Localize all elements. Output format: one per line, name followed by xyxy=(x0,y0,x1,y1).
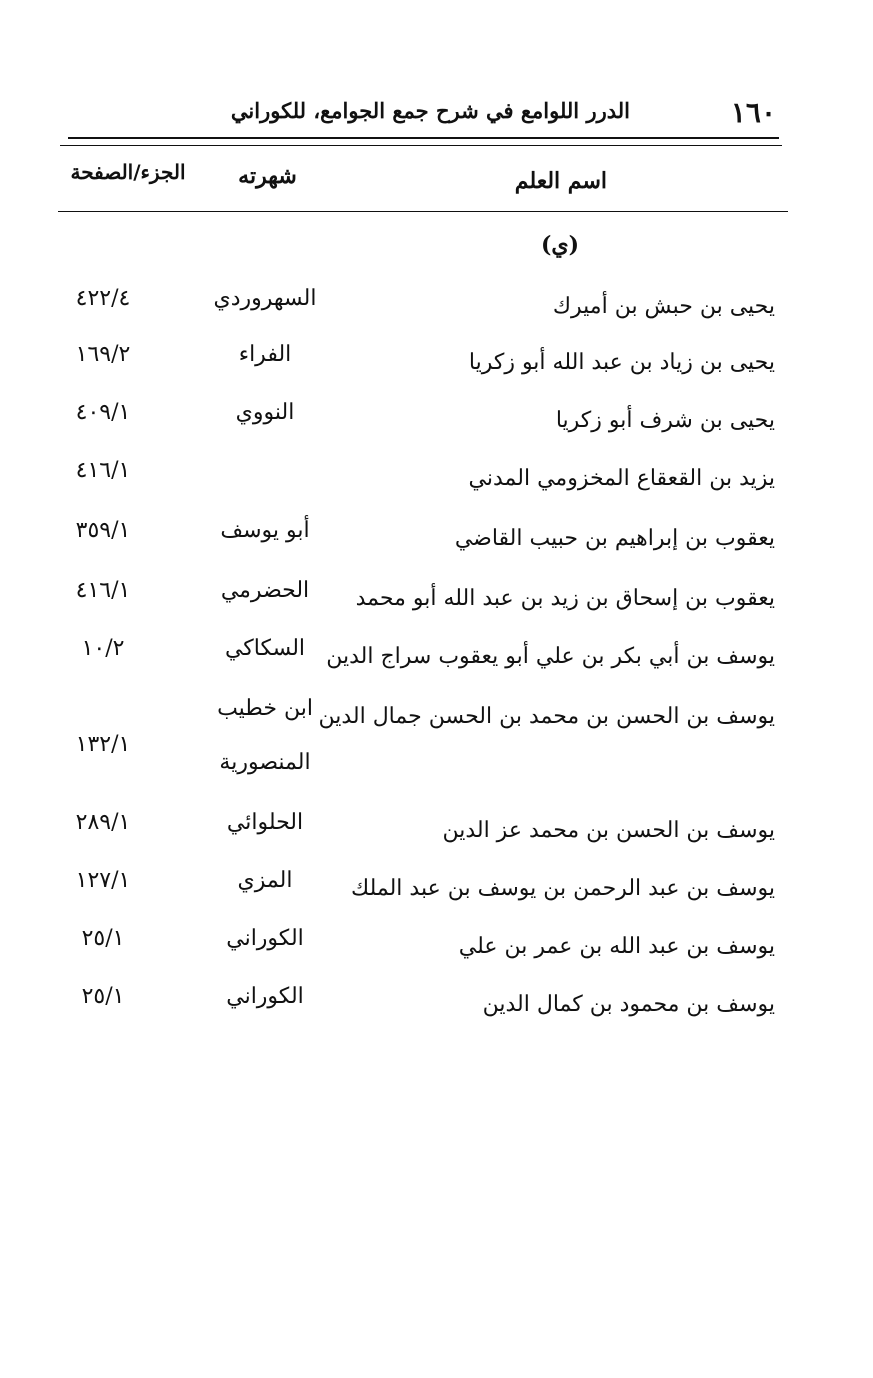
table-row xyxy=(0,342,873,402)
entry-ref: ١٠/٢ xyxy=(81,636,125,661)
entry-ref: ٤١٦/١ xyxy=(75,458,131,483)
table-header-rule xyxy=(58,211,788,212)
entry-fame: الكوراني xyxy=(226,984,304,1009)
column-header-ref: الجزء/الصفحة xyxy=(70,160,186,184)
entry-name: يزيد بن القعقاع المخزومي المدني xyxy=(468,466,775,491)
entry-fame: الكوراني xyxy=(226,926,304,951)
entry-name: يوسف بن محمود بن كمال الدين xyxy=(482,992,775,1017)
table-row xyxy=(0,400,873,460)
entry-name: يوسف بن الحسن بن محمد عز الدين xyxy=(442,818,775,843)
table-row xyxy=(0,926,873,986)
entry-ref: ١٦٩/٢ xyxy=(75,342,131,367)
entry-fame: السهروردي xyxy=(213,286,317,311)
entry-name: يوسف بن أبي بكر بن علي أبو يعقوب سراج الدين xyxy=(326,644,775,669)
entry-name: يوسف بن الحسن بن محمد بن الحسن جمال الدين xyxy=(318,704,775,729)
entry-fame: أبو يوسف xyxy=(220,518,310,543)
entry-name: يعقوب بن إسحاق بن زيد بن عبد الله أبو محمد xyxy=(355,586,775,611)
entry-ref: ٤٠٩/١ xyxy=(75,400,131,425)
entry-fame: النووي xyxy=(235,400,295,425)
entry-name: يوسف بن عبد الله بن عمر بن علي xyxy=(458,934,775,959)
entry-fame: الفراء xyxy=(238,342,292,367)
entry-ref: ٤٢٢/٤ xyxy=(75,286,131,311)
entry-fame: السكاكي xyxy=(224,636,306,661)
entry-ref: ٢٥/١ xyxy=(81,984,125,1009)
page-number: ١٦٠ xyxy=(730,96,776,129)
book-title: الدرر اللوامع في شرح جمع الجوامع، للكوراني xyxy=(230,98,630,123)
running-head xyxy=(60,96,790,136)
entry-fame: ابن خطيب xyxy=(217,696,313,721)
table-row xyxy=(0,286,873,346)
entry-ref: ٢٥/١ xyxy=(81,926,125,951)
header-rule-bottom xyxy=(60,145,782,146)
entry-name: يوسف بن عبد الرحمن بن يوسف بن عبد الملك xyxy=(351,876,775,901)
table-row xyxy=(0,810,873,870)
entry-name: يحيى بن زياد بن عبد الله أبو زكريا xyxy=(468,350,775,375)
entry-name: يعقوب بن إبراهيم بن حبيب القاضي xyxy=(454,526,775,551)
table-row xyxy=(0,578,873,638)
entry-name: يحيى بن حبش بن أميرك xyxy=(552,294,775,319)
table-row xyxy=(0,984,873,1044)
table-row xyxy=(0,868,873,928)
header-rule-top xyxy=(68,137,779,139)
entry-ref: ١٣٢/١ xyxy=(75,732,131,757)
entry-name: يحيى بن شرف أبو زكريا xyxy=(555,408,775,433)
column-header-fame: شهرته xyxy=(238,163,297,189)
entry-ref: ٤١٦/١ xyxy=(75,578,131,603)
column-header-name: اسم العلم xyxy=(514,168,607,194)
table-row xyxy=(0,458,873,518)
table-row xyxy=(0,696,873,796)
entry-fame: الحضرمي xyxy=(220,578,310,603)
entry-ref: ٢٨٩/١ xyxy=(75,810,131,835)
entry-ref: ٣٥٩/١ xyxy=(75,518,131,543)
table-row xyxy=(0,518,873,578)
entry-fame-continued: المنصورية xyxy=(219,750,311,775)
entry-fame: الحلوائي xyxy=(226,810,304,835)
entry-ref: ١٢٧/١ xyxy=(75,868,131,893)
entry-fame: المزي xyxy=(237,868,293,893)
section-letter: (ي) xyxy=(540,232,580,258)
table-row xyxy=(0,636,873,696)
